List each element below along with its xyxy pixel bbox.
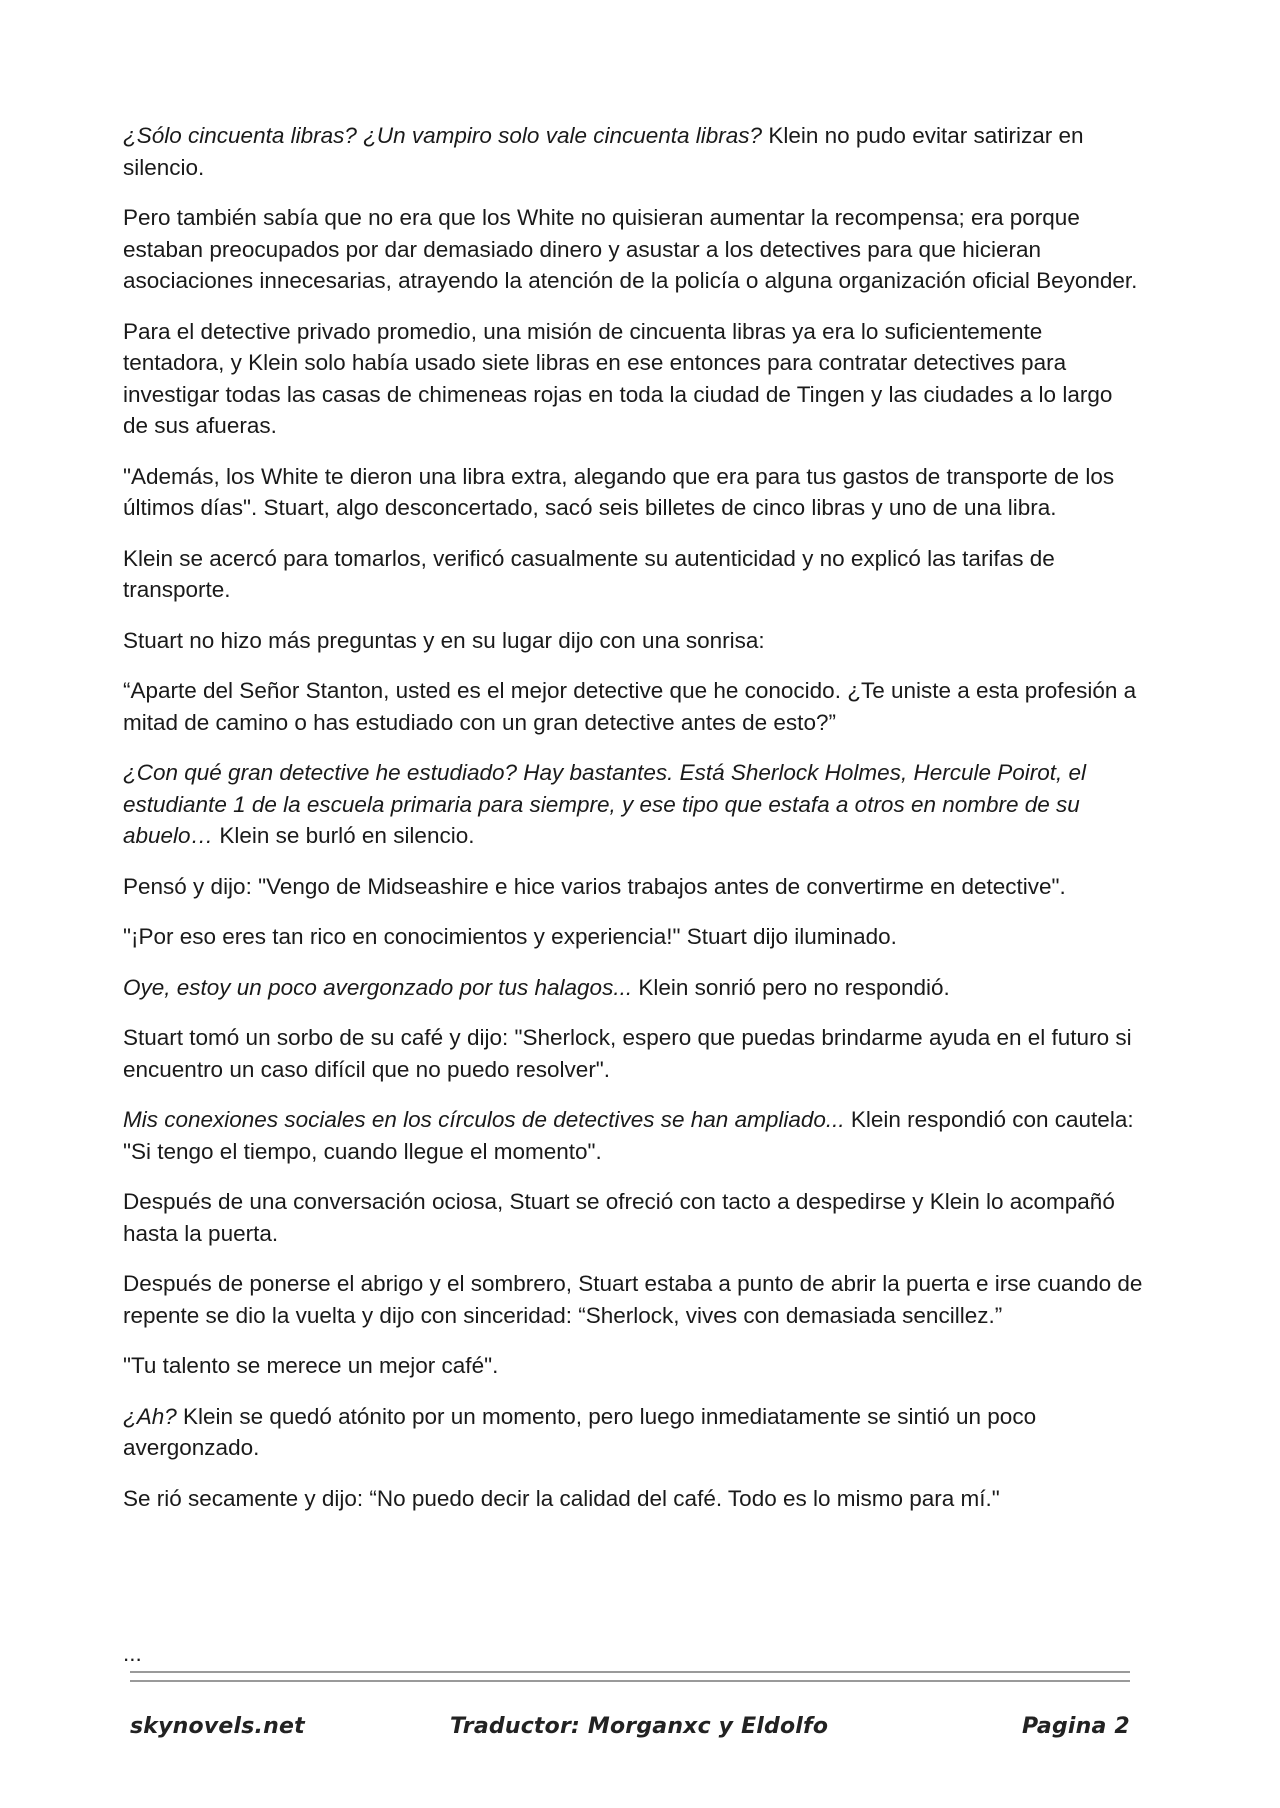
footer-divider-top — [130, 1671, 1130, 1673]
italic-thought-text: ¿Sólo cincuenta libras? ¿Un vampiro solo vale cincuenta libras? — [123, 123, 763, 148]
paragraph-text: Después de ponerse el abrigo y el sombrero, Stuart estaba a punto de abrir la puerta e irse cuando de repente se dio la vuelta y dijo con sinceridad: “Sherlock, vives con demasiada sencillez.” — [123, 1271, 1143, 1328]
paragraph — [123, 1022, 1143, 1085]
paragraph — [123, 1350, 1143, 1382]
paragraph — [123, 316, 1143, 442]
paragraph — [123, 921, 1143, 953]
paragraph-text: Para el detective privado promedio, una misión de cincuenta libras ya era lo suficientemente tentadora, y Klein solo había usado siete libras en ese entonces para contratar detectives para investigar todas las casas de chimeneas rojas en toda la ciudad de Tingen y las ciudades a lo largo de sus afueras. — [123, 318, 1113, 438]
paragraph-text: Se rió secamente y dijo: “No puedo decir la calidad del café. Todo es lo mismo para mí." — [123, 1485, 1000, 1511]
italic-thought-text: ¿Ah? — [123, 1403, 177, 1429]
paragraph-text: Klein se burló en silencio. — [213, 823, 475, 848]
footer-divider-bottom — [130, 1680, 1130, 1682]
paragraph-text: Klein se acercó para tomarlos, verificó casualmente su autenticidad y no explicó las tarifas de transporte. — [123, 545, 1055, 602]
paragraph — [123, 1186, 1143, 1249]
italic-thought-text: Oye, estoy un poco avergonzado por tus halagos... — [123, 974, 633, 1000]
paragraph — [123, 675, 1143, 738]
paragraph — [123, 202, 1143, 297]
paragraph — [123, 1104, 1143, 1167]
paragraph-text: Stuart tomó un sorbo de su café y dijo: "Sherlock, espero que puedas brindarme ayuda en el futuro si encuentro un caso difícil que no puedo resolver". — [123, 1025, 1132, 1082]
paragraph — [123, 120, 1143, 183]
paragraph — [123, 461, 1143, 524]
paragraph — [123, 757, 1143, 852]
paragraph-text: "Tu talento se merece un mejor café". — [123, 1353, 499, 1378]
paragraph — [123, 972, 1143, 1004]
paragraph — [123, 871, 1143, 903]
paragraph-text: “Aparte del Señor Stanton, usted es el mejor detective que he conocido. ¿Te uniste a esta profesión a mitad de camino o has estudiado con un gran detective antes de esto?” — [123, 678, 1137, 735]
paragraph — [123, 1268, 1143, 1331]
paragraph-text: "¡Por eso eres tan rico en conocimientos y experiencia!" Stuart dijo iluminado. — [123, 924, 897, 949]
body-text — [123, 120, 1143, 1533]
paragraph-text: Stuart no hizo más preguntas y en su lugar dijo con una sonrisa: — [123, 627, 765, 653]
paragraph-text: Después de una conversación ociosa, Stuart se ofreció con tacto a despedirse y Klein lo acompañó hasta la puerta. — [123, 1189, 1115, 1246]
paragraph-text: Klein no pudo evitar satirizar en silencio. — [123, 123, 1084, 180]
paragraph — [123, 543, 1143, 606]
paragraph — [123, 1401, 1143, 1464]
paragraph-text: Pero también sabía que no era que los White no quisieran aumentar la recompensa; era porque estaban preocupados por dar demasiado dinero y asustar a los detectives para que hicieran asociaciones innecesarias, atrayendo la atención de la policía o alguna organización oficial Beyonder. — [123, 205, 1138, 293]
paragraph-text: "Además, los White te dieron una libra extra, alegando que era para tus gastos de transporte de los últimos días". Stuart, algo desconcertado, sacó seis billetes de cinco libras y uno de una libra. — [123, 463, 1115, 520]
footer-translator: Traductor: Morganxc y Eldolfo — [450, 1714, 829, 1739]
footer-page-number: Pagina 2 — [1022, 1714, 1130, 1739]
paragraph-text: Pensó y dijo: "Vengo de Midseashire e hice varios trabajos antes de convertirme en detective". — [123, 873, 1066, 899]
paragraph-text: Klein respondió con cautela: "Si tengo el tiempo, cuando llegue el momento". — [123, 1107, 1134, 1164]
paragraph-text: Klein se quedó atónito por un momento, pero luego inmediatamente se sintió un poco avergonzado. — [123, 1403, 1037, 1460]
paragraph — [123, 625, 1143, 657]
continuation-ellipsis: ... — [123, 1641, 142, 1666]
italic-thought-text: Mis conexiones sociales en los círculos de detectives se han ampliado... — [123, 1107, 845, 1132]
paragraph — [123, 1483, 1143, 1515]
paragraph-text: Klein sonrió pero no respondió. — [632, 974, 950, 1000]
footer-site: skynovels.net — [130, 1714, 305, 1739]
italic-thought-text: ¿Con qué gran detective he estudiado? Hay bastantes. Está Sherlock Holmes, Hercule Poirot, el estudiante 1 de la escuela primaria para siempre, y ese tipo que estafa a otros en nombre de su abuelo… — [123, 760, 1087, 848]
